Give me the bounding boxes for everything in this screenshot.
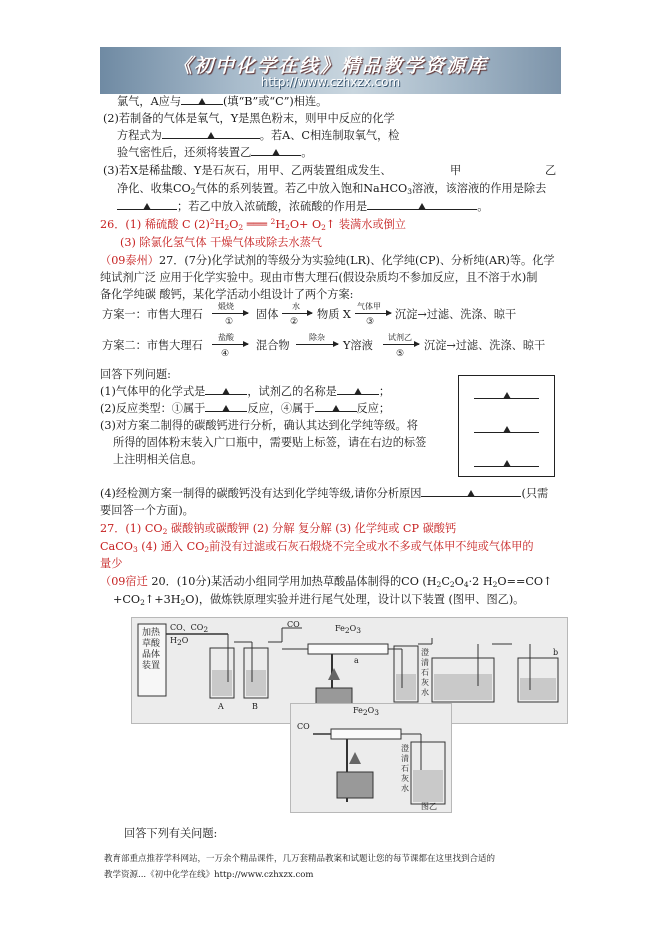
- arrow-label: 除杂: [309, 333, 325, 342]
- answer-blank[interactable]: [251, 145, 301, 156]
- inlet-label: CO、$CO_2$: [170, 623, 209, 634]
- q27-a3-l2: 所得的固体粉末装入广口瓶中，需要贴上标签，请在右边的标签: [113, 436, 427, 449]
- answer-blank[interactable]: [315, 401, 357, 412]
- footer-line2[interactable]: 教学资源...《初中化学在线》http://www.czhxzx.com: [104, 870, 314, 880]
- q27-a4: (4)经检测方案一制得的碳酸钙没有达到化学纯等级,请你分析原因 (只需: [100, 487, 549, 500]
- oxalic-heating-label: 加热草酸晶体装置: [142, 628, 161, 671]
- q27-a3-l1: (3)对方案二制得的碳酸钙进行分析，确认其达到化学纯等级。将: [100, 419, 418, 432]
- arrow: [282, 313, 312, 314]
- q-line: 方程式为 。若A、C相连制取氧气，检: [117, 129, 400, 142]
- q20-line1: （09宿迁 20．(10分)某活动小组同学用加热草酸晶体制得的CO ($H_2C_2O_4\cdot 2$ $H_2O==CO↑$: [100, 575, 553, 589]
- q-line: ；若乙中放入浓硫酸，浓硫酸的作用是 。: [117, 199, 488, 214]
- answer-26-line2: (3) 除氯化氢气体 干燥气体或除去水蒸气: [120, 236, 322, 249]
- step-number: ⑤: [396, 349, 405, 359]
- answer-27-line2: CaCO$_3$ (4) 通入 $CO_2$前没有过滤或石灰石煅烧不完全或水不多或气体甲不纯或气体甲的: [100, 540, 534, 554]
- step-number: ④: [221, 349, 230, 359]
- bottle-a-label: A: [218, 702, 224, 711]
- answer-26-line1: 26．(1) 稀硫酸 C $(2)^2H_2O_2$ ═══ $^2H_2O+$ $O_2↑$ 装满水或倒立: [100, 217, 406, 232]
- answer-blank[interactable]: [181, 94, 223, 105]
- answer-blank[interactable]: [162, 128, 260, 139]
- apparatus-jia-label: 甲: [450, 164, 462, 177]
- q-line: (3)若X是稀盐酸、Y是石灰石，用甲、乙两装置组成发生、: [103, 164, 392, 177]
- fe2o3-label: $Fe_2O_3$: [353, 706, 379, 717]
- q20-line2: $+CO_2↑+3H_2O$)，做炼铁原理实验并进行尾气处理，设计以下装置 (图甲、图乙)。: [113, 593, 525, 607]
- q27-a4-l2: 要回答一个方面)。: [100, 504, 194, 517]
- plan2-label: 方案二：市售大理石: [102, 339, 203, 352]
- q27-a3-l3: 上注明相关信息。: [113, 453, 203, 466]
- co-label: CO: [297, 722, 310, 731]
- arrow-label: 煅烧: [218, 302, 234, 311]
- q27-a1: (1)气体甲的化学式是 ，试剂乙的名称是 ；: [100, 385, 391, 398]
- flow-node: 沉淀→过滤、洗涤、晾干: [395, 308, 517, 321]
- q27-line1: （09泰州）27．(7分)化学试剂的等级分为实验纯(LR)、化学纯(CP)、分析纯(AR)等。化学: [100, 254, 555, 267]
- banner-title: 《初中化学在线》精品教学资源库: [172, 55, 488, 77]
- label-line[interactable]: [474, 432, 539, 433]
- apparatus-figure-yi: [290, 703, 452, 813]
- label-line[interactable]: [474, 466, 539, 467]
- arrow-label: 试剂乙: [388, 333, 412, 342]
- flow-node: 固体: [256, 308, 279, 321]
- flow-node: 混合物: [256, 339, 290, 352]
- label-line[interactable]: [474, 398, 539, 399]
- answer-blank[interactable]: [117, 199, 177, 210]
- q-line: 验气密性后，还须将装置乙 。: [117, 146, 313, 159]
- answer-27-line3: 量少: [100, 557, 123, 570]
- flow-node: 沉淀→过滤、洗涤、晾干: [424, 339, 546, 352]
- header-banner: [100, 47, 561, 94]
- caption-yi: 图乙: [421, 802, 437, 811]
- q-line: 氯气，A应与 (填“B”或“C”)相连。: [117, 95, 328, 108]
- answer-blank[interactable]: [367, 199, 477, 210]
- q27-line2: 纯试剂广泛 应用于化学实验中。现由市售大理石(假设杂质均不参加反应，且不溶于水)制: [100, 271, 538, 284]
- plan1-label: 方案一：市售大理石: [102, 308, 203, 321]
- q27-a2: (2)反应类型：①属于 反应，④属于 反应；: [100, 402, 391, 415]
- ask-line: 回答下列问题:: [100, 368, 171, 381]
- flow-node: 物质 X: [317, 308, 351, 321]
- co-label: CO: [287, 620, 300, 629]
- answer-27-line1: 27．(1) $CO_2$ 碳酸钠或碳酸钾 (2) 分解 复分解 (3) 化学纯或 CP 碳酸钙: [100, 522, 457, 536]
- banner-url[interactable]: http://www.czhxzx.com: [260, 75, 401, 89]
- answer-blank[interactable]: [205, 401, 247, 412]
- label-box[interactable]: [458, 375, 555, 477]
- arrow: [383, 344, 419, 345]
- arrow: [296, 344, 338, 345]
- arrow-label: 盐酸: [218, 333, 234, 342]
- arrow-label: 水: [292, 302, 300, 311]
- q27-line3: 备化学纯碳 酸钙，某化学活动小组设计了两个方案:: [100, 288, 354, 301]
- answer-blank[interactable]: [337, 384, 379, 395]
- arrow: [355, 313, 391, 314]
- bottle-b-label: B: [252, 702, 258, 711]
- arrow-label: 气体甲: [357, 302, 381, 311]
- apparatus-yi-label: 乙: [545, 164, 557, 177]
- mark-b: b: [553, 648, 559, 657]
- limewater-label: 澄清石灰水: [421, 648, 429, 697]
- step-number: ②: [290, 317, 299, 327]
- inlet-label: $H_2O$: [170, 636, 189, 647]
- answer-blank[interactable]: [205, 384, 247, 395]
- q-line: 净化、收集$CO_2$气体的系列装置。若乙中放入饱和NaHCO$_3$溶液，该溶液的作用是除去: [117, 182, 547, 196]
- apparatus-drawing: [291, 704, 451, 812]
- step-number: ③: [366, 317, 375, 327]
- limewater-label: 澄清石灰水: [401, 744, 409, 793]
- fe2o3-label: $Fe_2O_3$: [335, 624, 361, 635]
- answer-blank[interactable]: [421, 486, 521, 497]
- arrow: [212, 344, 248, 345]
- flow-node: Y溶液: [343, 339, 373, 352]
- q-line: (2)若制备的气体是氧气，Y是黑色粉末，则甲中反应的化学: [103, 112, 395, 125]
- closing-line: 回答下列有关问题:: [124, 827, 218, 840]
- mark-a: a: [354, 656, 359, 665]
- step-number: ①: [225, 317, 234, 327]
- footer-line1: 教育部重点推荐学科网站，一万余个精品课件，几万套精品教案和试题让您的每节课都在这里找到合适的: [104, 854, 496, 864]
- arrow: [212, 313, 248, 314]
